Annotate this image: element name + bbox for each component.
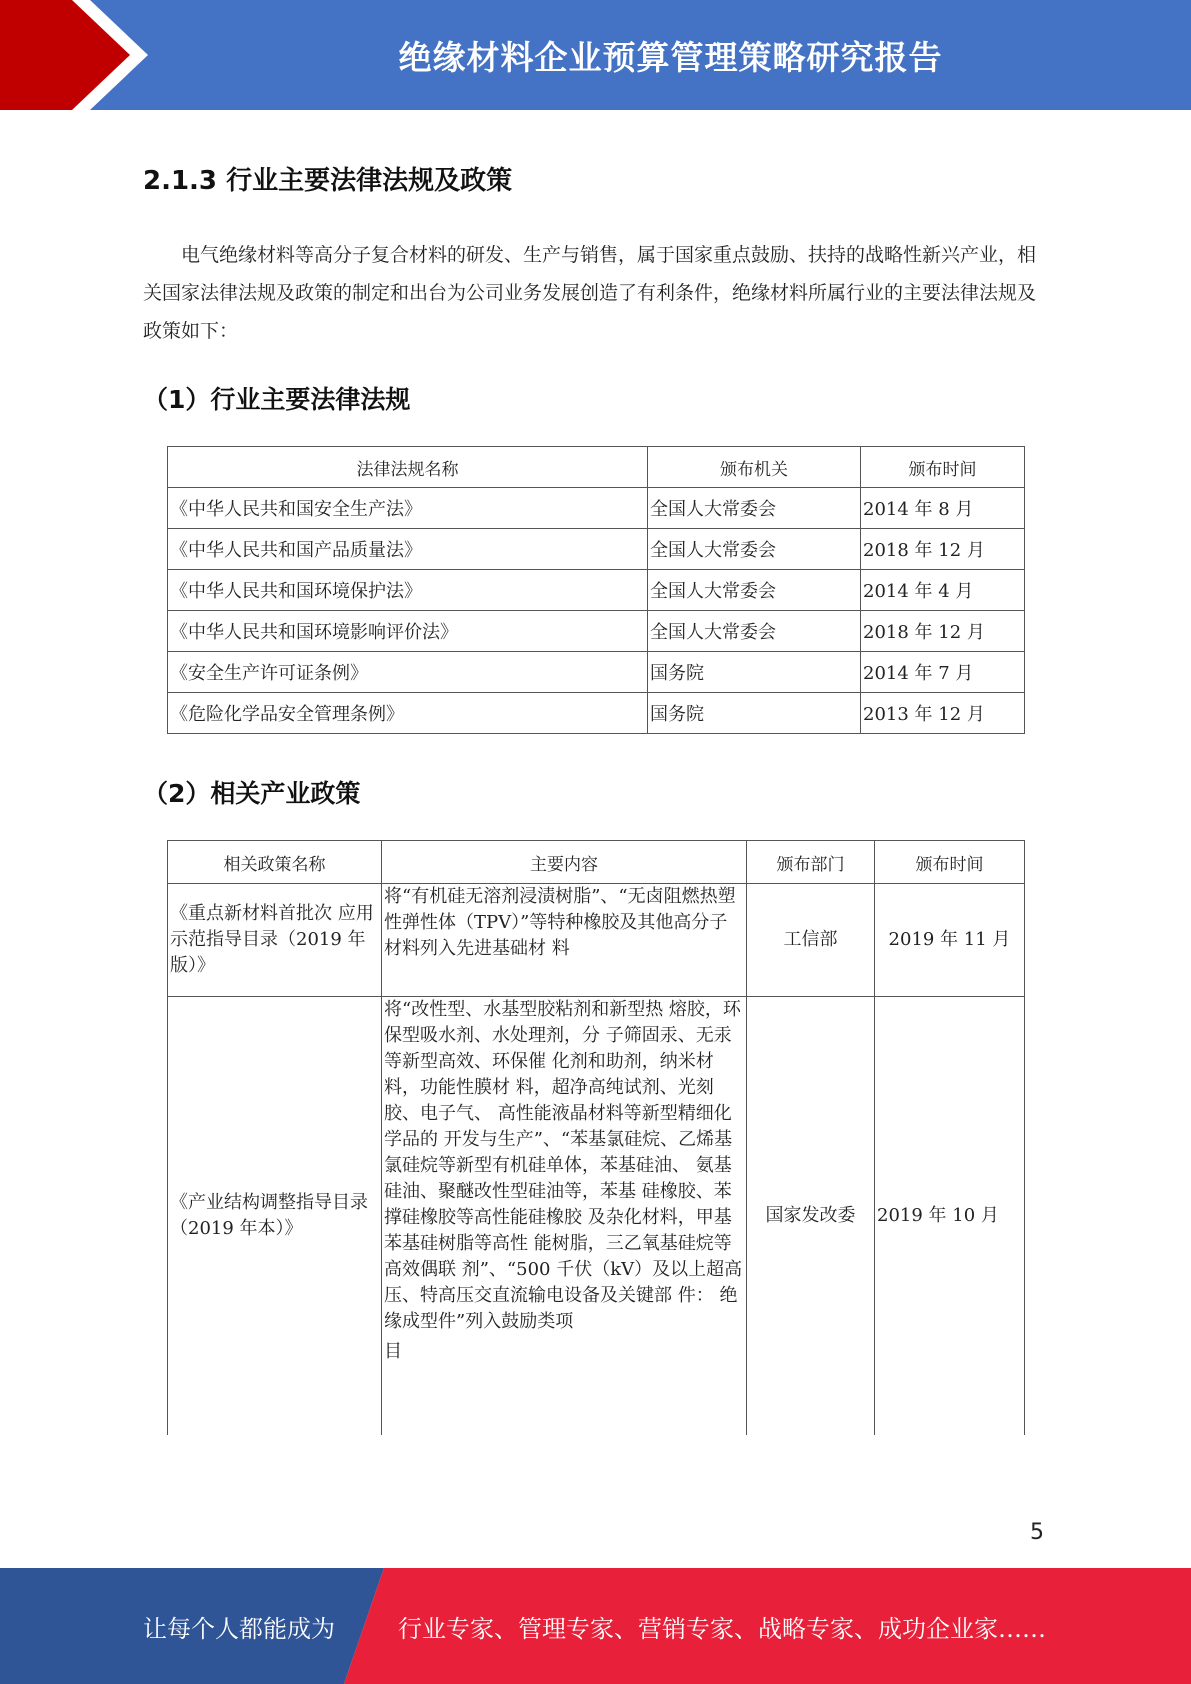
column-header: 颁布时间	[875, 841, 1025, 884]
law-name: 《危险化学品安全管理条例》	[168, 693, 648, 734]
policy-date: 2019 年 11 月	[875, 884, 1025, 997]
policy-date: 2019 年 10 月	[875, 997, 1025, 1435]
column-header: 主要内容	[382, 841, 747, 884]
law-date: 2013 年 12 月	[861, 693, 1025, 734]
policy-content: 将“有机硅无溶剂浸渍树脂”、“无卤阻燃热塑性弹性体（TPV）”等特种橡胶及其他高分子材料列入先进基础材 料	[382, 884, 747, 997]
law-authority: 全国人大常委会	[648, 488, 861, 529]
law-date: 2014 年 8 月	[861, 488, 1025, 529]
table-row	[168, 693, 1025, 734]
policy-content-tail: 目	[384, 1341, 402, 1362]
policy-dept: 国家发改委	[747, 997, 875, 1435]
policy-dept: 工信部	[747, 884, 875, 997]
footer-slogan-right: 行业专家、管理专家、营销专家、战略专家、成功企业家……	[398, 1614, 1046, 1643]
law-date: 2014 年 7 月	[861, 652, 1025, 693]
law-date: 2014 年 4 月	[861, 570, 1025, 611]
footer-slogan-left: 让每个人都能成为	[143, 1614, 335, 1643]
section-heading: 2.1.3 行业主要法律法规及政策	[143, 166, 513, 196]
table-row	[168, 652, 1025, 693]
law-name: 《中华人民共和国环境影响评价法》	[168, 611, 648, 652]
column-header: 法律法规名称	[168, 447, 648, 488]
laws-heading: （1）行业主要法律法规	[143, 385, 411, 414]
column-header: 颁布机关	[648, 447, 861, 488]
policy-content-cell	[382, 997, 747, 1435]
law-date: 2018 年 12 月	[861, 529, 1025, 570]
laws-table	[167, 446, 1025, 734]
law-authority: 国务院	[648, 693, 861, 734]
law-authority: 全国人大常委会	[648, 611, 861, 652]
table-header-row	[168, 447, 1025, 488]
header-band	[0, 0, 1191, 110]
law-authority: 全国人大常委会	[648, 570, 861, 611]
table-row	[168, 488, 1025, 529]
policy-content: 将“改性型、水基型胶粘剂和新型热 熔胶，环保型吸水剂、水处理剂，分 子筛固汞、无汞等新型高效、环保催 化剂和助剂，纳米材料，功能性膜材 料，超净高纯试剂、光刻胶、电子气、 高性能液晶材料等新型精细化学品的 开发与生产”、“苯基氯硅烷、乙烯基 氯硅烷等新型有机硅单体，苯基硅油、 氨基硅油、聚醚改性型硅油等，苯基 硅橡胶、苯撑硅橡胶等高性能硅橡胶 及杂化材料，甲基苯基硅树脂等高性 能树脂，三乙氧基硅烷等高效偶联 剂”、“500 千伏（kV）及以上超高压、特高压交直流输电设备及关键部 件： 绝缘成型件”列入鼓励类项	[384, 999, 743, 1332]
table-row	[168, 997, 1025, 1435]
column-header: 颁布时间	[861, 447, 1025, 488]
policies-table	[167, 840, 1025, 1435]
law-authority: 国务院	[648, 652, 861, 693]
table-row	[168, 529, 1025, 570]
footer-band	[0, 1568, 1191, 1684]
law-name: 《中华人民共和国环境保护法》	[168, 570, 648, 611]
table-row	[168, 570, 1025, 611]
policy-name: 《重点新材料首批次 应用示范指导目录（2019 年版）》	[168, 884, 382, 997]
table-row	[168, 884, 1025, 997]
law-date: 2018 年 12 月	[861, 611, 1025, 652]
table-header-row	[168, 841, 1025, 884]
page-number: 5	[1030, 1520, 1044, 1545]
law-name: 《中华人民共和国产品质量法》	[168, 529, 648, 570]
column-header: 相关政策名称	[168, 841, 382, 884]
column-header: 颁布部门	[747, 841, 875, 884]
law-name: 《中华人民共和国安全生产法》	[168, 488, 648, 529]
policy-name: 《产业结构调整指导目录（2019 年本）》	[168, 997, 382, 1435]
intro-paragraph: 电气绝缘材料等高分子复合材料的研发、生产与销售，属于国家重点鼓励、扶持的战略性新兴产业，相关国家法律法规及政策的制定和出台为公司业务发展创造了有利条件，绝缘材料所属行业的主要法律法规及政策如下：	[143, 244, 1037, 342]
law-authority: 全国人大常委会	[648, 529, 861, 570]
table-row	[168, 611, 1025, 652]
law-name: 《安全生产许可证条例》	[168, 652, 648, 693]
policies-heading: （2）相关产业政策	[143, 779, 361, 808]
document-title: 绝缘材料企业预算管理策略研究报告	[398, 37, 943, 77]
